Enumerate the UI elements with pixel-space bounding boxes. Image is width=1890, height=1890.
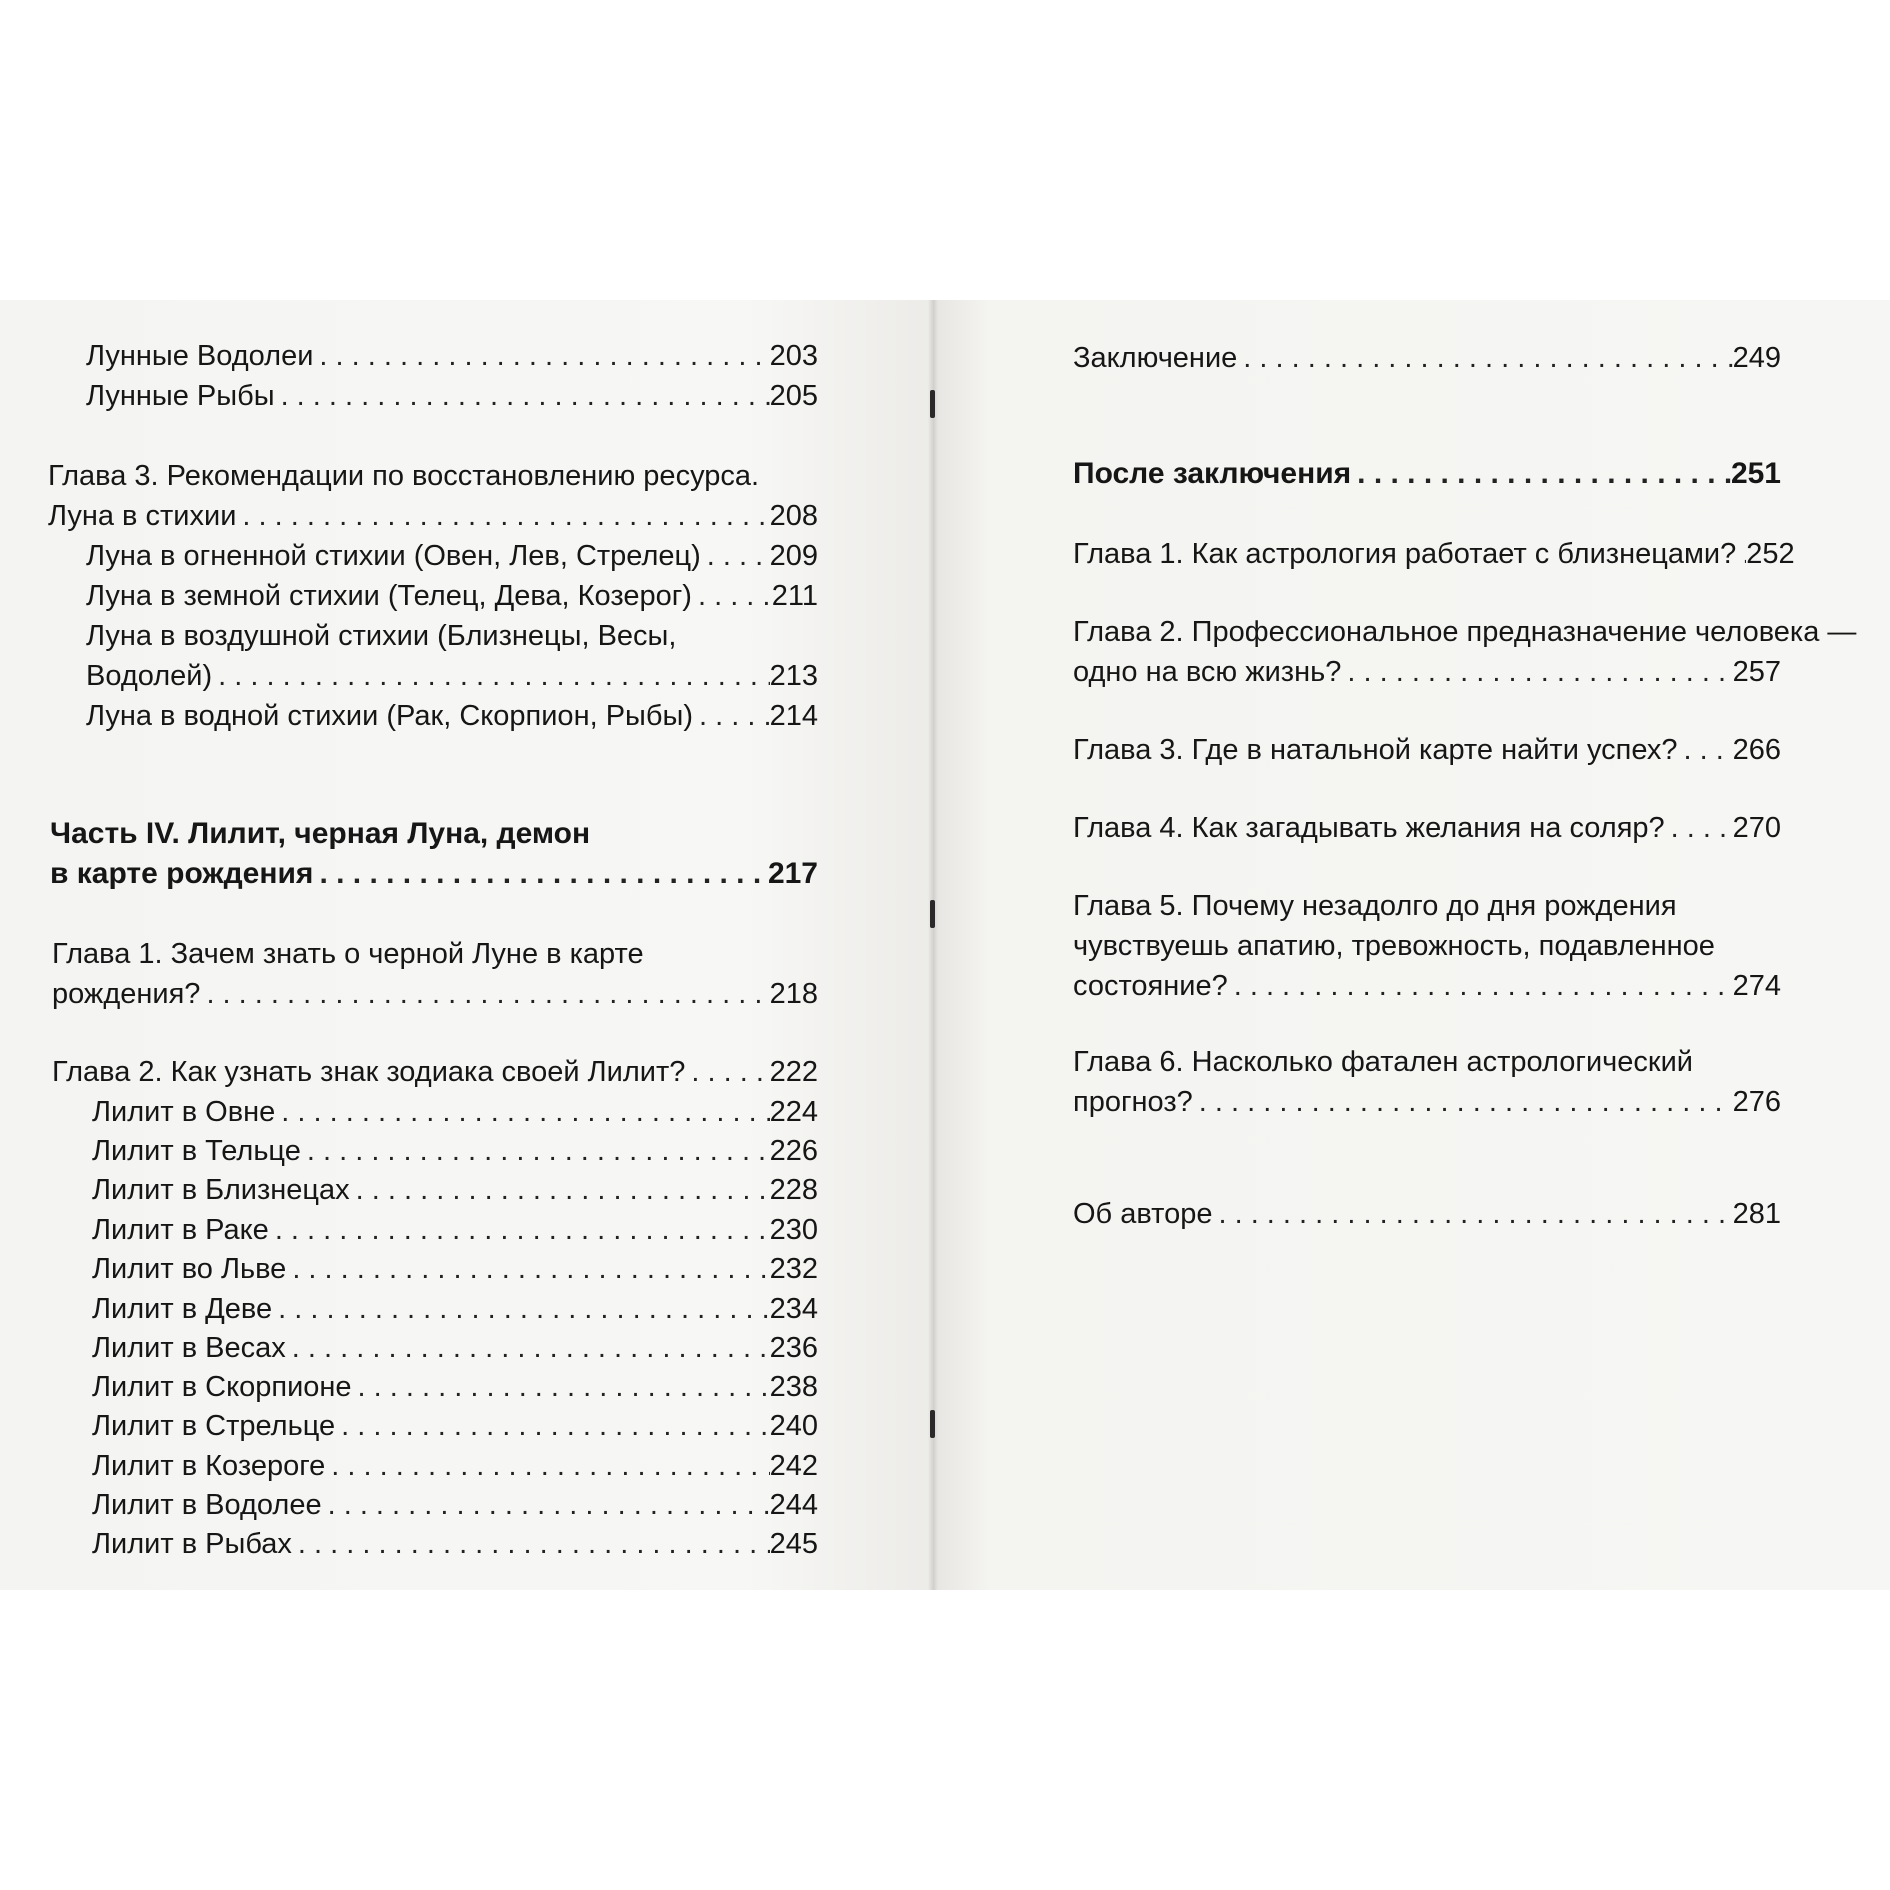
toc-entry <box>1073 1042 1781 1122</box>
toc-entry-title: Лилит в Овне <box>92 1096 276 1128</box>
toc-entry <box>52 1052 818 1092</box>
toc-entry <box>1073 1194 1781 1234</box>
book-gutter <box>928 300 938 1590</box>
toc-entry-title: Водолей) <box>86 660 213 692</box>
toc-page-number: 238 <box>769 1371 818 1403</box>
left-page <box>0 300 933 1590</box>
toc-page-number: 228 <box>769 1174 818 1206</box>
toc-entry-title: одно на всю жизнь? <box>1073 656 1342 688</box>
toc-page-number: 281 <box>1732 1198 1781 1230</box>
toc-page-number: 266 <box>1732 734 1781 766</box>
toc-entry-title: Лилит в Водолее <box>92 1489 322 1521</box>
book-spread <box>0 300 1890 1590</box>
toc-page-number: 240 <box>769 1410 818 1442</box>
toc-entry-title: Лилит в Раке <box>92 1214 269 1246</box>
toc-entry-line: Глава 1. Зачем знать о черной Луне в карте <box>52 938 644 970</box>
toc-page-number: 245 <box>769 1528 818 1560</box>
toc-entry-title: Лилит во Льве <box>92 1253 287 1285</box>
toc-entry <box>92 1485 818 1525</box>
toc-entry <box>92 1446 818 1486</box>
toc-entry <box>86 536 818 576</box>
toc-entry-line: Луна в воздушной стихии (Близнецы, Весы, <box>86 620 677 652</box>
toc-page-number: 208 <box>769 500 818 532</box>
toc-part-heading <box>50 814 818 894</box>
toc-entry-title: Лунные Водолеи <box>86 340 314 372</box>
toc-entry-title: Глава 4. Как загадывать желания на соляр? <box>1073 812 1665 844</box>
toc-page-number: 213 <box>769 660 818 692</box>
toc-page-number: 274 <box>1732 970 1781 1002</box>
toc-page-number: 257 <box>1732 656 1781 688</box>
toc-entry <box>92 1289 818 1329</box>
toc-entry-title: Луна в земной стихии (Телец, Дева, Козерог) <box>86 580 692 612</box>
toc-part-heading <box>1073 454 1781 494</box>
toc-entry <box>86 576 818 616</box>
toc-entry <box>92 1328 818 1368</box>
toc-page-number: 232 <box>769 1253 818 1285</box>
toc-entry-title: Луна в водной стихии (Рак, Скорпион, Рыбы) <box>86 700 693 732</box>
toc-page-number: 205 <box>769 380 818 412</box>
toc-entry-title: Лилит в Весах <box>92 1332 286 1364</box>
toc-entry <box>86 376 818 416</box>
toc-entry <box>1073 808 1781 848</box>
toc-entry <box>92 1092 818 1132</box>
toc-entry-title: прогноз? <box>1073 1086 1193 1118</box>
toc-entry-title: После заключения <box>1073 457 1352 490</box>
toc-entry <box>92 1210 818 1250</box>
toc-entry <box>92 1367 818 1407</box>
toc-page-number: 222 <box>769 1056 818 1088</box>
toc-entry-line: Глава 2. Профессиональное предназначение человека — <box>1073 616 1857 648</box>
toc-entry <box>1073 730 1781 770</box>
toc-page-number: 236 <box>769 1332 818 1364</box>
toc-page-number: 276 <box>1732 1086 1781 1118</box>
toc-entry-title: Лилит в Скорпионе <box>92 1371 352 1403</box>
toc-entry-line: Глава 6. Насколько фатален астрологический <box>1073 1046 1694 1078</box>
toc-entry-title: Глава 2. Как узнать знак зодиака своей Лилит? <box>52 1056 686 1088</box>
toc-entry <box>92 1249 818 1289</box>
binding-stitch <box>930 390 935 418</box>
toc-entry-title: Лилит в Тельце <box>92 1135 301 1167</box>
toc-entry-title: состояние? <box>1073 970 1228 1002</box>
toc-entry-title: Лунные Рыбы <box>86 380 275 412</box>
toc-entry-title: Глава 1. Как астрология работает с близнецами? <box>1073 538 1737 570</box>
binding-stitch <box>930 1410 935 1438</box>
toc-entry-title: Глава 3. Где в натальной карте найти успех? <box>1073 734 1678 766</box>
toc-page-number: 230 <box>769 1214 818 1246</box>
toc-page-number: 217 <box>767 857 818 890</box>
toc-entry <box>92 1524 818 1564</box>
toc-entry <box>92 1131 818 1171</box>
toc-entry-line: чувствуешь апатию, тревожность, подавленное <box>1073 930 1715 962</box>
toc-entry <box>86 336 818 376</box>
toc-entry <box>1073 612 1857 692</box>
toc-entry-title: Луна в огненной стихии (Овен, Лев, Стрелец) <box>86 540 701 572</box>
toc-page-number: 251 <box>1730 457 1781 490</box>
toc-entry <box>86 696 818 736</box>
toc-page-number: 270 <box>1732 812 1781 844</box>
toc-page-number: 249 <box>1732 342 1781 374</box>
toc-page-number: 211 <box>771 580 818 612</box>
toc-entry <box>92 1170 818 1210</box>
toc-entry <box>1073 886 1781 1006</box>
toc-page-number: 203 <box>769 340 818 372</box>
toc-entry <box>48 456 818 536</box>
toc-entry <box>1073 534 1795 574</box>
toc-page-number: 218 <box>769 978 818 1010</box>
right-page <box>933 300 1890 1590</box>
toc-entry-line: Глава 5. Почему незадолго до дня рождения <box>1073 890 1677 922</box>
toc-entry-line: Глава 3. Рекомендации по восстановлению ресурса. <box>48 460 760 492</box>
toc-page-number: 209 <box>769 540 818 572</box>
toc-entry-title: Лилит в Рыбах <box>92 1528 292 1560</box>
toc-page-number: 244 <box>769 1489 818 1521</box>
toc-entry-title: Об авторе <box>1073 1198 1213 1230</box>
toc-entry <box>86 616 818 696</box>
toc-page-number: 234 <box>769 1293 818 1325</box>
toc-entry-title: рождения? <box>52 978 201 1010</box>
toc-entry-title: Лилит в Деве <box>92 1293 273 1325</box>
toc-entry <box>92 1406 818 1446</box>
toc-entry-title: Луна в стихии <box>48 500 237 532</box>
toc-page-number: 226 <box>769 1135 818 1167</box>
toc-page-number: 242 <box>769 1450 818 1482</box>
binding-stitch <box>930 900 935 928</box>
toc-entry-title: Заключение <box>1073 342 1238 374</box>
toc-entry-title: Лилит в Козероге <box>92 1450 326 1482</box>
toc-entry <box>1073 338 1781 378</box>
toc-entry-line: Часть IV. Лилит, черная Луна, демон <box>50 817 591 850</box>
toc-entry <box>52 934 818 1014</box>
toc-entry-title: Лилит в Стрельце <box>92 1410 336 1442</box>
toc-page-number: 252 <box>1746 538 1795 570</box>
toc-page-number: 224 <box>769 1096 818 1128</box>
toc-entry-title: в карте рождения <box>50 857 314 890</box>
toc-entry-title: Лилит в Близнецах <box>92 1174 350 1206</box>
toc-page-number: 214 <box>769 700 818 732</box>
